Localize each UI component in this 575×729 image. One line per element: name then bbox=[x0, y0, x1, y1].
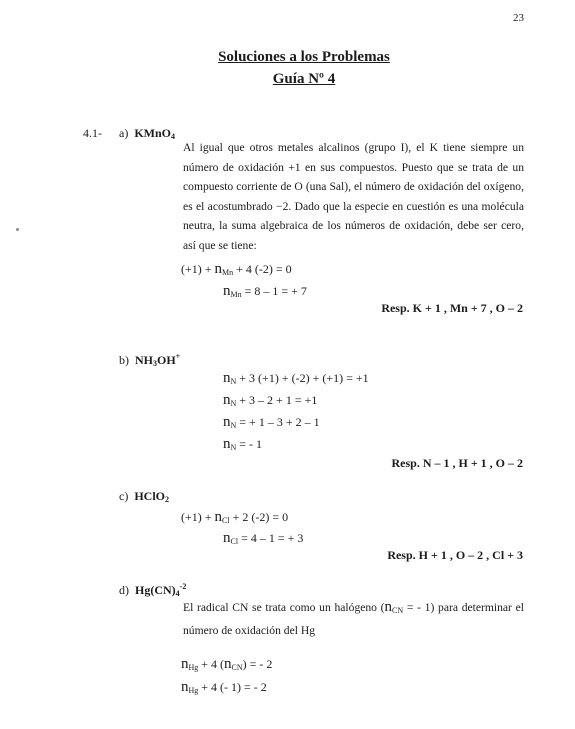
part-b-eq4: $n_N$ = - 1 bbox=[223, 436, 263, 452]
page-subtitle: Guía Nº 4 bbox=[272, 71, 336, 87]
part-c-compound: HClO$_2$ bbox=[134, 489, 169, 504]
part-d-label: d) bbox=[119, 583, 129, 597]
part-d-eq2: $n_{Hg} + 4$ (- 1) = - 2 bbox=[181, 679, 267, 695]
part-a bbox=[119, 126, 175, 141]
part-d-eq1: $n_{Hg} + 4$ $(n_{CN})$ = - 2 bbox=[181, 656, 273, 672]
part-b-compound: $NH_3OH^+$ bbox=[135, 352, 181, 368]
part-b-eq1: $n_N + 3$ (+1) + (-2) + (+1) = +1 bbox=[223, 370, 369, 386]
scan-speck bbox=[16, 228, 19, 231]
part-d-paragraph: El radical CN se trata como un halógeno ($n_{CN}$ = - 1) para determinar el número de oxidación del Hg bbox=[183, 599, 524, 637]
part-b-label: b) bbox=[119, 353, 129, 367]
part-b-eq2: $n_N + 3 - 2 + 1 = +1$ bbox=[223, 392, 318, 408]
part-b bbox=[119, 352, 180, 368]
part-d-compound: $Hg(CN)_4^{-2}$ bbox=[135, 582, 187, 598]
part-a-eq1: $(+1) + n_{Mn} + 4$ (-2) = 0 bbox=[181, 261, 292, 277]
page-number: 23 bbox=[513, 12, 524, 24]
part-c-label: c) bbox=[119, 489, 129, 503]
part-c-answer: Resp. H + 1 , O – 2 , Cl + 3 bbox=[387, 548, 523, 562]
part-a-paragraph: Al igual que otros metales alcalinos (grupo I), el K tiene siempre un número de oxidación +1 en sus compuestos. Puesto que se trata de un compuesto corriente de O (una Sal), el número de oxidación del oxígeno, es el acostumbrado −2. Dado que la especie en cuestión es una molécula neutra, la suma algebraica de los números de oxidación, debe ser cero, así que se tiene: bbox=[183, 141, 524, 252]
problem-number: 4.1- bbox=[83, 126, 102, 140]
part-a-label: a) bbox=[119, 126, 129, 140]
part-c-eq2: $n_{Cl} = 4 - 1$ = + 3 bbox=[223, 530, 304, 546]
part-b-eq3: $n_N$ = + 1 – 3 + 2 – 1 bbox=[223, 414, 320, 430]
part-c-eq1: $(+1) + n_{Cl} + 2$ (-2) = 0 bbox=[181, 509, 289, 525]
part-a-eq2: $n_{Mn} = 8 - 1$ = + 7 bbox=[223, 283, 307, 299]
part-a-answer: Resp. K + 1 , Mn + 7 , O – 2 bbox=[381, 301, 523, 315]
part-a-compound: KMnO$_4$ bbox=[134, 126, 175, 141]
part-c bbox=[119, 489, 169, 504]
part-b-answer: Resp. N – 1 , H + 1 , O – 2 bbox=[391, 456, 523, 470]
part-d bbox=[119, 582, 186, 598]
page-title: Soluciones a los Problemas bbox=[218, 49, 390, 65]
